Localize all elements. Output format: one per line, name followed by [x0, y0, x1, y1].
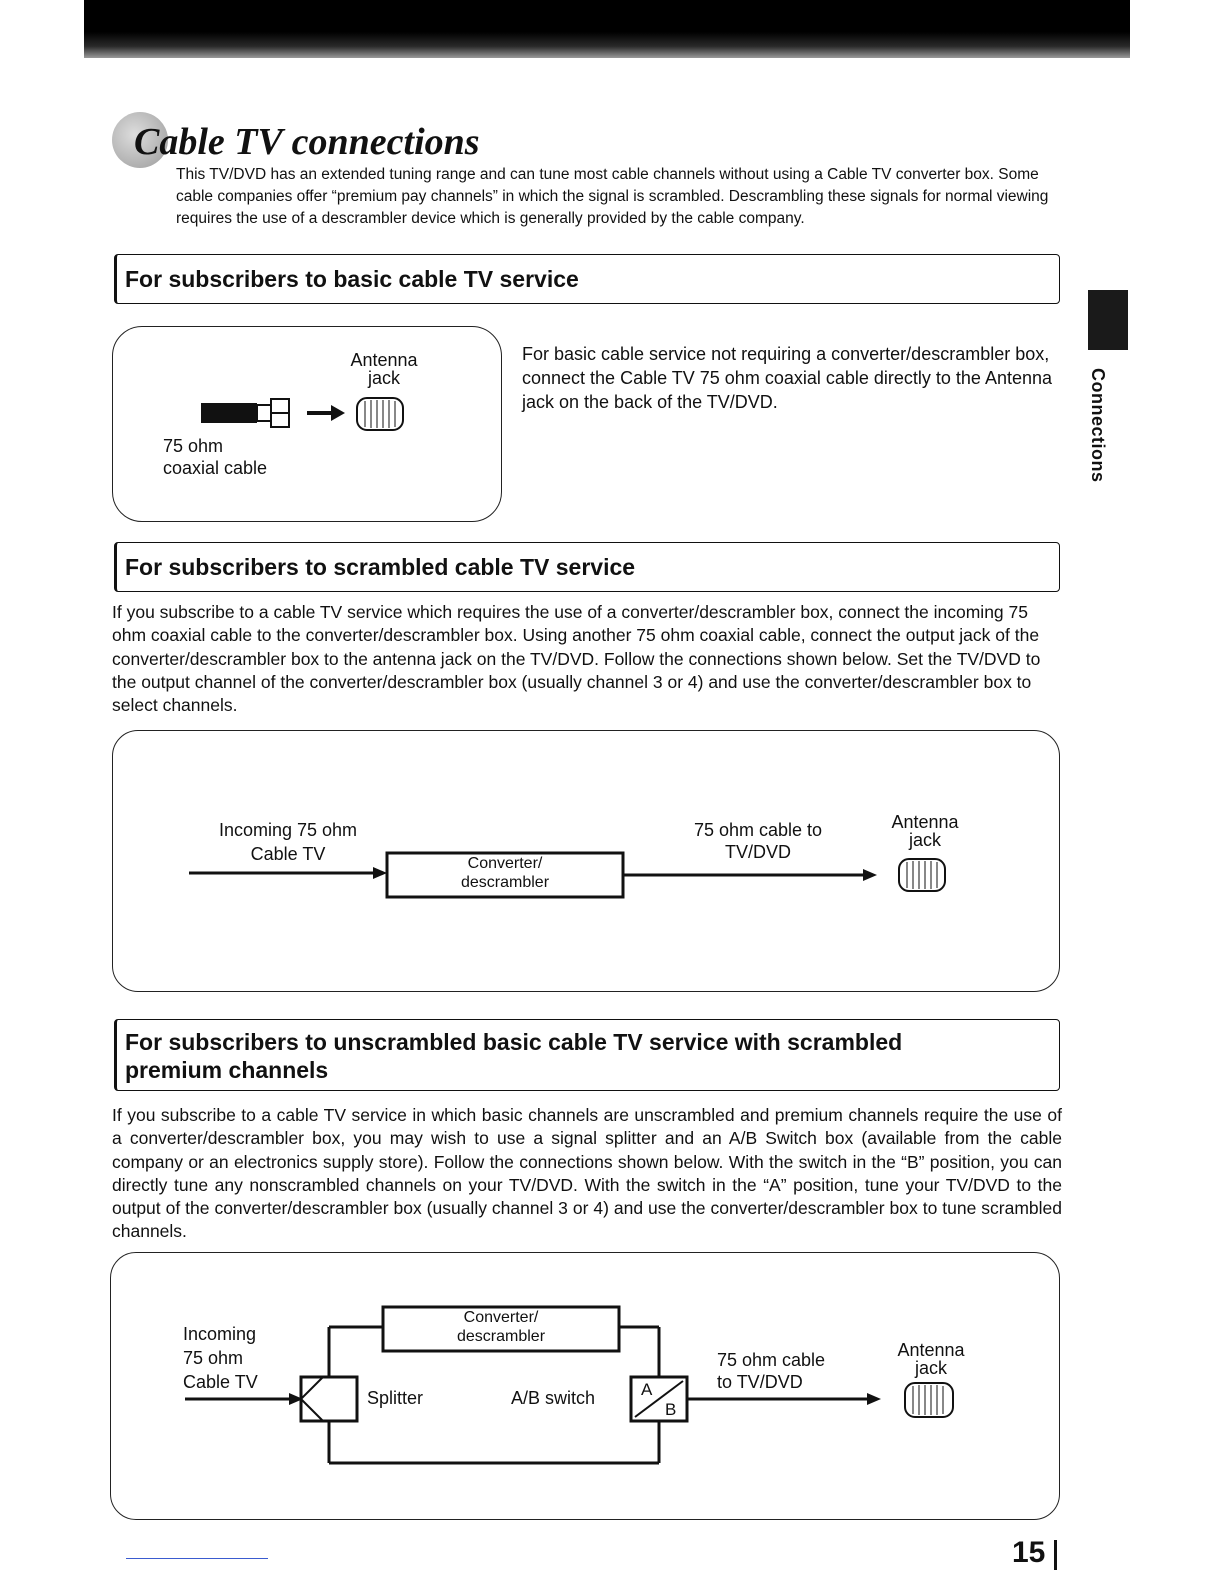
intro-text: This TV/DVD has an extended tuning range and can tune most cable channels without using a Cable TV converter box. Some cable companies offer “premium pay channels” in which the signal is scrambled. Descrambling these signals for normal viewing requires the use of a descrambler device which is generally provided by the cable company. — [176, 166, 1049, 227]
antenna-label-line2: jack — [367, 368, 400, 388]
converter-label-line2: descrambler — [460, 874, 550, 891]
incoming-label-line2: Cable TV — [250, 844, 326, 864]
cable-label-line2: coaxial cable — [163, 458, 268, 478]
antenna-label-line1: Antenna — [891, 812, 959, 832]
scrambled-section-heading-box — [114, 542, 1060, 592]
scrambled-section-heading: For subscribers to scrambled cable TV service — [125, 554, 636, 580]
scrambled-diagram-panel — [112, 730, 1060, 992]
incoming-label-line1: Incoming — [183, 1324, 257, 1344]
basic-section-text: For basic cable service not requiring a converter/descrambler box, connect the Cable TV 75 ohm coaxial cable directly to the Antenna jack on the back of the TV/DVD. — [522, 344, 1052, 412]
top-banner — [84, 0, 1130, 58]
incoming-label-line1: Incoming 75 ohm — [218, 820, 358, 840]
basic-diagram-panel — [112, 326, 502, 522]
premium-wiring — [111, 1253, 1059, 1519]
converter-label-line1: Converter/ — [463, 1309, 539, 1326]
converter-label-line1: Converter/ — [467, 855, 543, 872]
premium-diagram-panel — [110, 1252, 1060, 1520]
section-tab-marker — [1088, 290, 1128, 350]
incoming-label-line3: Cable TV — [183, 1372, 258, 1392]
cable-to-label-line2: TV/DVD — [724, 842, 791, 862]
page-title: Cable TV connections — [134, 121, 480, 163]
incoming-label-line2: 75 ohm — [183, 1348, 244, 1368]
antenna-label-line2: jack — [914, 1358, 947, 1378]
footer-rule — [126, 1558, 268, 1559]
switch-position-a: A — [641, 1380, 653, 1399]
ab-switch-label: A/B switch — [511, 1388, 596, 1408]
premium-section-text: If you subscribe to a cable TV service in which basic channels are unscrambled and premium channels require the use of a converter/descrambler box, you may wish to use a signal splitter and an A/B Switch box (available from the cable company or an electronics supply store). Follow the connections shown below. With the switch in the “B” position, you can directly tune any nonscrambled channels on your TV/DVD. With the switch in the “A” position, tune your TV/DVD to the output of the converter/descrambler box (usually channel 3 or 4) and use the converter/descrambler box to tune scrambled channels. — [112, 1105, 1062, 1242]
scrambled-section-text: If you subscribe to a cable TV service which requires the use of a converter/descrambler box, connect the incoming 75 ohm coaxial cable to the converter/descrambler box. Using another 75 ohm coaxial cable, connect the output jack of the converter/descrambler box to the antenna jack on the TV/DVD. Follow the connections shown below. Set the TV/DVD to the output channel of the converter/descrambler box (usually channel 3 or 4) and use the converter/descrambler box to select channels. — [112, 602, 1041, 716]
section-tab-label: Connections — [1088, 368, 1108, 483]
page-number: 15 — [1012, 1536, 1046, 1569]
antenna-jack-icon — [355, 395, 407, 435]
cable-label-line1: 75 ohm — [163, 436, 224, 456]
antenna-label-line1: Antenna — [897, 1340, 965, 1360]
premium-section-heading-box — [114, 1019, 1060, 1091]
antenna-label-line1: Antenna — [350, 350, 418, 370]
cable-to-label-line2: to TV/DVD — [717, 1372, 803, 1392]
cable-to-label-line1: 75 ohm cable — [717, 1350, 826, 1370]
basic-section-heading: For subscribers to basic cable TV service — [125, 266, 579, 292]
basic-section-heading-box — [114, 254, 1060, 304]
premium-section-heading-line2: premium channels — [125, 1057, 329, 1083]
cable-to-label-line1: 75 ohm cable to — [693, 820, 823, 840]
antenna-label-line2: jack — [908, 830, 941, 850]
switch-position-b: B — [665, 1400, 677, 1419]
premium-section-heading-line1: For subscribers to unscrambled basic cable TV service with scrambled — [125, 1029, 903, 1055]
splitter-label: Splitter — [367, 1388, 424, 1408]
converter-label-line2: descrambler — [456, 1328, 546, 1345]
page-number-bar — [1054, 1540, 1057, 1570]
